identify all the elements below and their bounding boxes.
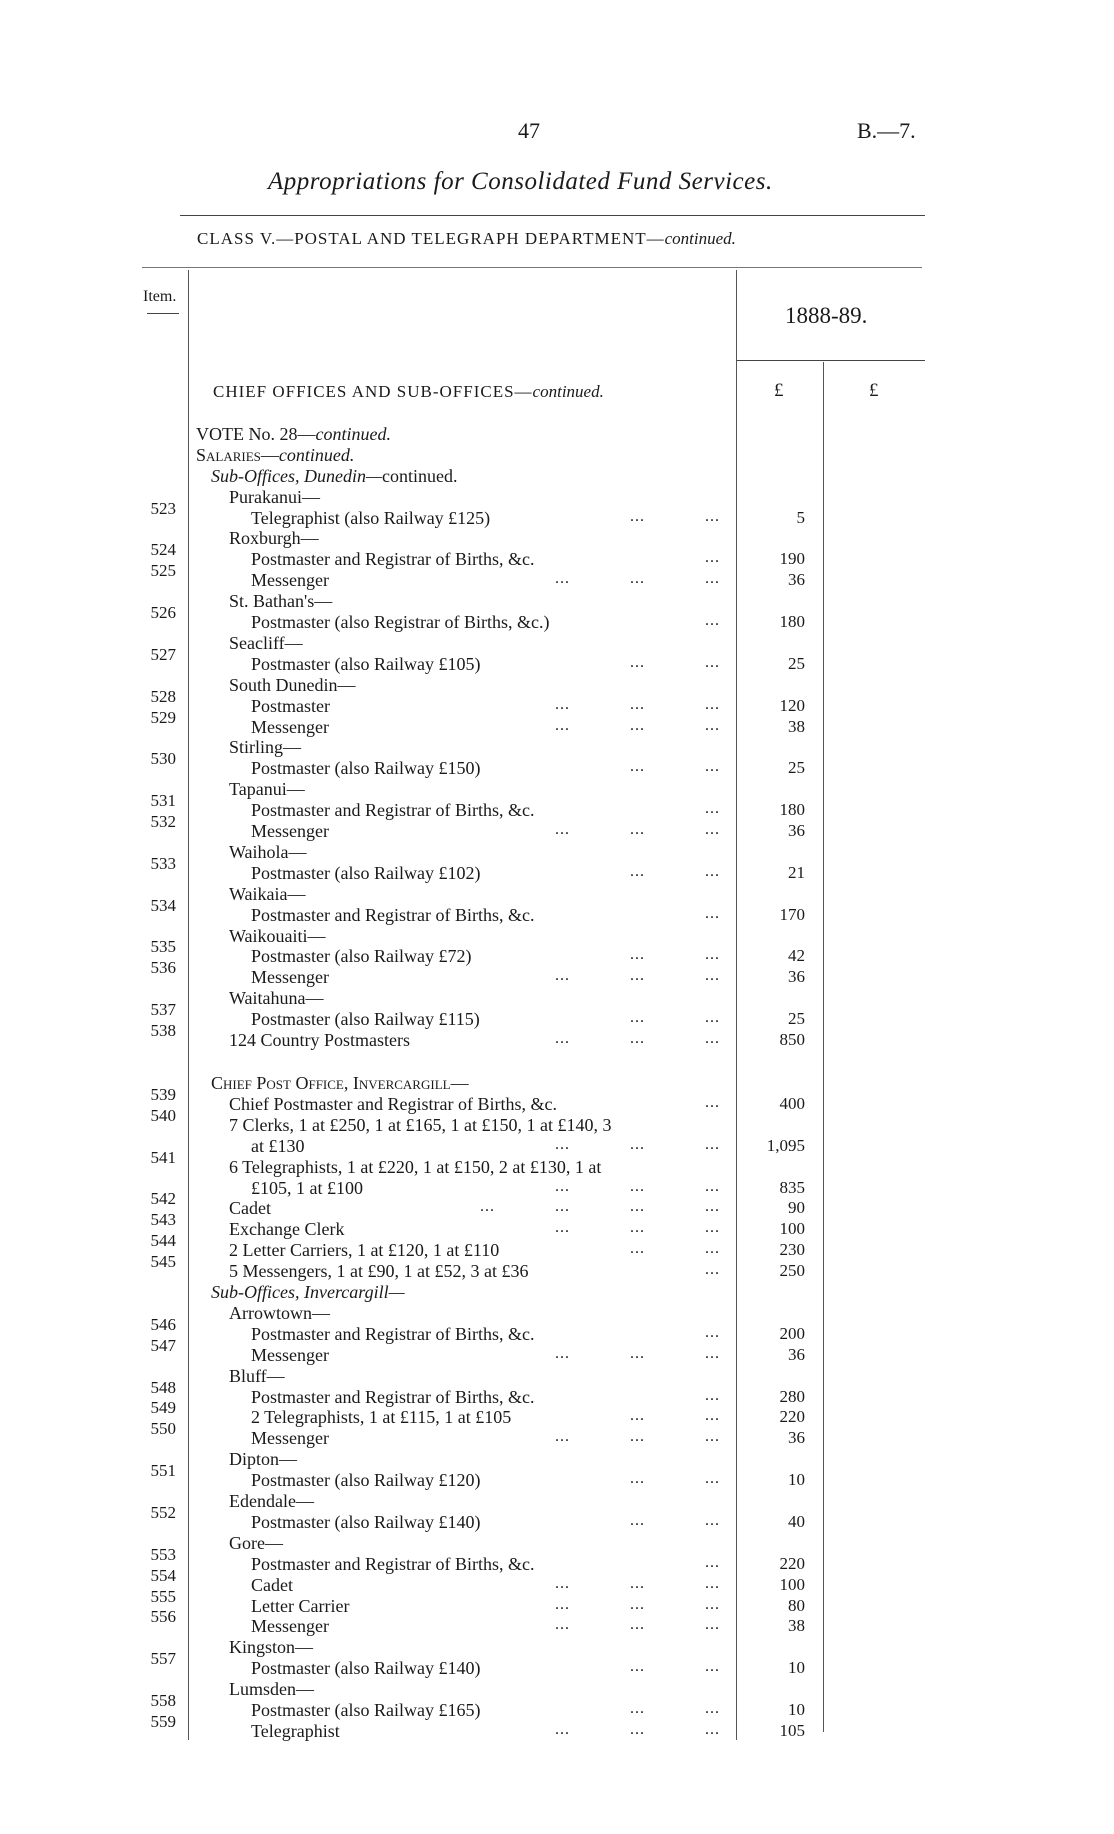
- leader-dots: ...: [705, 612, 720, 629]
- table-row: [0, 445, 1114, 466]
- item-number: 549: [150, 1398, 176, 1417]
- leader-dots: ...: [705, 1554, 720, 1571]
- row-text: Messenger: [251, 1616, 329, 1636]
- item-number: 547: [150, 1336, 176, 1355]
- leader-dots: ... ...: [630, 1009, 720, 1026]
- item-number: 530: [150, 749, 176, 768]
- amount-value: 36: [788, 967, 805, 986]
- table-row: [0, 1336, 1114, 1366]
- leader-dots: ... ...: [630, 946, 720, 963]
- row-text: Postmaster and Registrar of Births, &c.: [251, 905, 535, 925]
- amount-value: 180: [779, 612, 805, 631]
- amount-value: 25: [788, 654, 805, 673]
- row-description: [251, 612, 549, 633]
- item-number: 525: [150, 561, 176, 580]
- row-description: [251, 1596, 349, 1617]
- row-text: St. Bathan's—: [229, 591, 333, 611]
- row-text: Messenger: [251, 1428, 329, 1448]
- table-row: [0, 603, 1114, 633]
- leader-dots: ...: [705, 800, 720, 817]
- row-description: [229, 528, 319, 549]
- row-description: [251, 549, 534, 570]
- row-text: Telegraphist (also Railway £125): [251, 508, 491, 528]
- amount-value: 250: [779, 1261, 805, 1280]
- row-description: [211, 1282, 405, 1303]
- row-description: [229, 988, 324, 1009]
- table-row: [0, 1607, 1114, 1637]
- table-row: [0, 1461, 1114, 1491]
- item-number: 542: [150, 1189, 176, 1208]
- item-number: 557: [150, 1649, 176, 1668]
- amount-value: 230: [779, 1240, 805, 1259]
- item-number: 527: [150, 645, 176, 664]
- row-text: Postmaster (also Railway £140): [251, 1512, 481, 1532]
- amount-value: 190: [779, 549, 805, 568]
- row-description: [251, 821, 329, 842]
- item-number: 558: [150, 1691, 176, 1710]
- row-text: Arrowtown—: [229, 1303, 330, 1323]
- leader-dots: ... ... ...: [555, 1428, 720, 1445]
- leader-dots: ... ... ...: [555, 1721, 720, 1738]
- table-row: [0, 812, 1114, 842]
- row-text: Letter Carrier: [251, 1596, 350, 1616]
- class-heading-suffix: continued.: [664, 229, 736, 248]
- row-description: [229, 1533, 283, 1554]
- amount-value: 400: [779, 1094, 805, 1113]
- item-number: 553: [150, 1545, 176, 1564]
- year-header-rule: [737, 360, 925, 361]
- amount-value: 21: [788, 863, 805, 882]
- leader-dots: ... ... ...: [555, 1030, 720, 1047]
- item-number: 537: [150, 1000, 176, 1019]
- row-text: Postmaster and Registrar of Births, &c.: [251, 1554, 535, 1574]
- class-heading-text: CLASS V.—POSTAL AND TELEGRAPH DEPARTMENT—: [197, 229, 665, 248]
- amount-value: 105: [779, 1721, 805, 1740]
- row-description: [229, 1261, 528, 1282]
- leader-dots: ... ...: [630, 508, 720, 525]
- row-text: Postmaster (also Railway £72): [251, 946, 472, 966]
- row-text: Messenger: [251, 570, 329, 590]
- amount-value: 220: [779, 1554, 805, 1573]
- amount-value: 10: [788, 1470, 805, 1489]
- leader-dots: ... ...: [630, 1470, 720, 1487]
- table-row: [0, 854, 1114, 884]
- row-description: [229, 1303, 330, 1324]
- amount-value: 100: [779, 1219, 805, 1238]
- row-description: [229, 926, 326, 947]
- row-description: [229, 675, 356, 696]
- row-text: Postmaster (also Railway £105): [251, 654, 481, 674]
- row-description: [229, 1491, 314, 1512]
- amount-value: 25: [788, 758, 805, 777]
- row-text: 2 Letter Carriers, 1 at £120, 1 at £110: [229, 1240, 500, 1260]
- row-text: Postmaster: [251, 696, 330, 716]
- amount-value: 36: [788, 1345, 805, 1364]
- row-description: [229, 1030, 410, 1051]
- amount-value: 200: [779, 1324, 805, 1343]
- table-row: [0, 1712, 1114, 1742]
- row-text: Messenger: [251, 967, 329, 987]
- leader-dots: ... ... ...: [555, 717, 720, 734]
- leader-dots: ... ... ... ...: [480, 1198, 720, 1215]
- top-rule: [180, 215, 925, 216]
- row-text: Dipton—: [229, 1449, 298, 1469]
- row-description: [251, 1345, 329, 1366]
- table-row: [0, 896, 1114, 926]
- item-number: 546: [150, 1315, 176, 1334]
- table-row: [0, 1252, 1114, 1282]
- row-text: 6 Telegraphists, 1 at £220, 1 at £150, 2 at £130, 1 at: [229, 1157, 602, 1177]
- row-description: [251, 1721, 340, 1742]
- row-description: [251, 1136, 305, 1157]
- section-title: [213, 382, 604, 402]
- row-text: Edendale—: [229, 1491, 314, 1511]
- row-text: Cadet: [251, 1575, 293, 1595]
- row-text: Telegraphist: [251, 1721, 340, 1741]
- row-text: Sub-Offices, Invercargill—: [211, 1282, 405, 1302]
- row-description: [211, 466, 457, 487]
- row-text: Postmaster and Registrar of Births, &c.: [251, 800, 535, 820]
- row-text: 2 Telegraphists, 1 at £115, 1 at £105: [251, 1407, 512, 1427]
- row-description: [251, 1428, 329, 1449]
- row-text: Waihola—: [229, 842, 307, 862]
- year-column-header: 1888-89.: [785, 303, 868, 328]
- leader-dots: ... ...: [630, 1700, 720, 1717]
- table-row: [0, 1106, 1114, 1136]
- leader-dots: ... ...: [630, 758, 720, 775]
- amount-value: 10: [788, 1658, 805, 1677]
- row-suffix: continued.: [315, 424, 391, 444]
- leader-dots: ... ... ...: [555, 1178, 720, 1195]
- row-text: Postmaster (also Railway £140): [251, 1658, 481, 1678]
- leader-dots: ... ... ...: [555, 696, 720, 713]
- row-text: Gore—: [229, 1533, 283, 1553]
- row-description: [251, 1512, 480, 1533]
- leader-dots: ... ...: [630, 1407, 720, 1424]
- leader-dots: ... ...: [630, 654, 720, 671]
- amount-value: 80: [788, 1596, 805, 1615]
- item-number: 555: [150, 1587, 176, 1606]
- item-number: 551: [150, 1461, 176, 1480]
- amount-value: 40: [788, 1512, 805, 1531]
- row-description: [196, 445, 354, 466]
- row-description: [229, 1240, 499, 1261]
- row-text: South Dunedin—: [229, 675, 356, 695]
- item-number: 541: [150, 1148, 176, 1167]
- leader-dots: ... ... ...: [555, 570, 720, 587]
- item-number: 554: [150, 1566, 176, 1585]
- row-description: [251, 967, 329, 988]
- row-text: Postmaster and Registrar of Births, &c.: [251, 549, 535, 569]
- row-description: [251, 800, 534, 821]
- row-text: Chief Postmaster and Registrar of Births, &c.: [229, 1094, 557, 1114]
- amount-value: 180: [779, 800, 805, 819]
- section-title-suffix: continued.: [532, 382, 604, 401]
- row-description: [251, 1178, 363, 1199]
- row-description: [229, 1366, 285, 1387]
- item-number: 536: [150, 958, 176, 977]
- table-row: [0, 958, 1114, 988]
- document-code: B.—7.: [857, 118, 916, 143]
- item-number: 538: [150, 1021, 176, 1040]
- item-number: 533: [150, 854, 176, 873]
- table-row: [0, 1021, 1114, 1051]
- item-number: 545: [150, 1252, 176, 1271]
- row-description: [251, 905, 534, 926]
- row-description: [251, 654, 480, 675]
- page-number: 47: [518, 118, 540, 143]
- table-row: [0, 749, 1114, 779]
- row-description: [251, 570, 329, 591]
- leader-dots: ... ... ...: [555, 1616, 720, 1633]
- amount-value: 120: [779, 696, 805, 715]
- page-caption: Appropriations for Consolidated Fund Services.: [268, 168, 773, 195]
- row-text: Seacliff—: [229, 633, 303, 653]
- amount-value: 835: [779, 1178, 805, 1197]
- table-row: [0, 424, 1114, 445]
- amount-value: 170: [779, 905, 805, 924]
- table-row: [0, 499, 1114, 529]
- row-text: Purakanui—: [229, 487, 320, 507]
- row-description: [251, 696, 330, 717]
- item-number: 550: [150, 1419, 176, 1438]
- row-text: Exchange Clerk: [229, 1219, 345, 1239]
- row-description: [251, 1009, 480, 1030]
- amount-value: 100: [779, 1575, 805, 1594]
- row-text: VOTE No. 28—: [196, 424, 316, 444]
- row-text: Messenger: [251, 717, 329, 737]
- row-text: Waikaia—: [229, 884, 306, 904]
- item-number: 544: [150, 1231, 176, 1250]
- leader-dots: ... ... ...: [555, 1575, 720, 1592]
- item-column-header: Item.: [143, 288, 177, 305]
- leader-dots: ...: [705, 1387, 720, 1404]
- amount-value: 38: [788, 1616, 805, 1635]
- leader-dots: ...: [705, 905, 720, 922]
- amount-value: 36: [788, 1428, 805, 1447]
- table-row: [0, 1148, 1114, 1178]
- row-text: Postmaster (also Registrar of Births, &c.): [251, 612, 550, 632]
- amount-value: 25: [788, 1009, 805, 1028]
- row-text: Postmaster (also Railway £115): [251, 1009, 480, 1029]
- section-title-text: CHIEF OFFICES AND SUB-OFFICES—: [213, 382, 533, 401]
- row-description: [251, 717, 329, 738]
- row-description: [229, 842, 307, 863]
- row-text: Salaries—: [196, 445, 279, 465]
- row-description: [196, 424, 391, 445]
- row-description: [229, 779, 305, 800]
- row-description: [229, 1679, 314, 1700]
- item-number: 526: [150, 603, 176, 622]
- item-number: 556: [150, 1607, 176, 1626]
- row-text: Chief Post Office, Invercargill—: [211, 1073, 469, 1093]
- table-top-rule: [142, 267, 922, 268]
- row-text: Messenger: [251, 1345, 329, 1365]
- row-text: Tapanui—: [229, 779, 305, 799]
- amount-value: 42: [788, 946, 805, 965]
- table-row: [0, 1503, 1114, 1533]
- table-row: [0, 1282, 1114, 1303]
- row-text: Postmaster and Registrar of Births, &c.: [251, 1387, 535, 1407]
- leader-dots: ... ... ...: [555, 967, 720, 984]
- table-row: [0, 466, 1114, 487]
- row-text: Sub-Offices, Dunedin—: [211, 466, 382, 486]
- item-number: 539: [150, 1085, 176, 1104]
- row-description: [251, 1407, 511, 1428]
- row-text: Kingston—: [229, 1637, 314, 1657]
- amount-value: 280: [779, 1387, 805, 1406]
- row-text: Postmaster (also Railway £102): [251, 863, 481, 883]
- row-text: Postmaster (also Railway £120): [251, 1470, 481, 1490]
- leader-dots: ... ... ...: [555, 1136, 720, 1153]
- row-description: [229, 633, 303, 654]
- row-description: [251, 946, 471, 967]
- row-description: [229, 1157, 601, 1178]
- row-text: 7 Clerks, 1 at £250, 1 at £165, 1 at £150, 1 at £140, 3: [229, 1115, 612, 1135]
- row-suffix: continued.: [381, 466, 458, 486]
- row-description: [251, 1700, 480, 1721]
- row-description: [251, 1324, 534, 1345]
- row-description: [251, 758, 480, 779]
- row-description: [251, 863, 480, 884]
- row-description: [229, 737, 301, 758]
- leader-dots: ...: [705, 549, 720, 566]
- row-text: Postmaster (also Railway £165): [251, 1700, 481, 1720]
- row-description: [229, 1198, 271, 1219]
- amount-value: 850: [779, 1030, 805, 1049]
- table-row: [0, 561, 1114, 591]
- row-description: [251, 1470, 480, 1491]
- row-description: [229, 1219, 344, 1240]
- class-heading: [197, 229, 736, 249]
- row-description: [251, 1658, 480, 1679]
- item-number: 543: [150, 1210, 176, 1229]
- row-description: [251, 1554, 534, 1575]
- row-description: [251, 1387, 534, 1408]
- item-number: 552: [150, 1503, 176, 1522]
- leader-dots: ... ... ...: [555, 1596, 720, 1613]
- leader-dots: ... ... ...: [555, 1345, 720, 1362]
- row-description: [229, 1449, 297, 1470]
- row-suffix: continued.: [278, 445, 355, 465]
- currency-symbol-1: £: [774, 380, 784, 401]
- row-description: [251, 508, 490, 529]
- item-number: 548: [150, 1378, 176, 1397]
- row-text: Waitahuna—: [229, 988, 324, 1008]
- row-description: [229, 487, 320, 508]
- row-text: Bluff—: [229, 1366, 285, 1386]
- row-description: [251, 1616, 329, 1637]
- amount-value: 90: [788, 1198, 805, 1217]
- row-text: 124 Country Postmasters: [229, 1030, 411, 1050]
- row-text: Postmaster and Registrar of Births, &c.: [251, 1324, 535, 1344]
- row-description: [211, 1073, 469, 1094]
- leader-dots: ...: [705, 1094, 720, 1111]
- row-description: [229, 884, 306, 905]
- leader-dots: ... ... ...: [555, 821, 720, 838]
- amount-value: 36: [788, 570, 805, 589]
- item-number: 535: [150, 937, 176, 956]
- row-text: Roxburgh—: [229, 528, 319, 548]
- row-description: [229, 1094, 557, 1115]
- row-description: [251, 1575, 293, 1596]
- currency-symbol-2: £: [869, 380, 879, 401]
- row-text: Cadet: [229, 1198, 271, 1218]
- leader-dots: ...: [705, 1261, 720, 1278]
- table-row: [0, 1419, 1114, 1449]
- item-number: 534: [150, 896, 176, 915]
- item-number: 532: [150, 812, 176, 831]
- row-text: at £130: [251, 1136, 305, 1156]
- amount-value: 1,095: [766, 1136, 805, 1155]
- amount-value: 38: [788, 717, 805, 736]
- leader-dots: ... ...: [630, 863, 720, 880]
- amount-value: 5: [796, 508, 805, 527]
- row-description: [229, 591, 332, 612]
- item-header-dash: [147, 313, 179, 314]
- row-text: Waikouaiti—: [229, 926, 326, 946]
- amount-value: 10: [788, 1700, 805, 1719]
- leader-dots: ... ...: [630, 1658, 720, 1675]
- leader-dots: ...: [705, 1324, 720, 1341]
- row-text: Stirling—: [229, 737, 302, 757]
- row-description: [229, 1115, 611, 1136]
- item-number: 524: [150, 540, 176, 559]
- leader-dots: ... ... ...: [555, 1219, 720, 1236]
- item-number: 523: [150, 499, 176, 518]
- amount-value: 36: [788, 821, 805, 840]
- row-text: Lumsden—: [229, 1679, 314, 1699]
- row-text: Postmaster (also Railway £150): [251, 758, 481, 778]
- leader-dots: ... ...: [630, 1512, 720, 1529]
- row-text: 5 Messengers, 1 at £90, 1 at £52, 3 at £36: [229, 1261, 529, 1281]
- item-number: 529: [150, 708, 176, 727]
- item-number: 531: [150, 791, 176, 810]
- item-number: 559: [150, 1712, 176, 1731]
- amount-value: 220: [779, 1407, 805, 1426]
- leader-dots: ... ...: [630, 1240, 720, 1257]
- row-text: £105, 1 at £100: [251, 1178, 363, 1198]
- table-row: [0, 708, 1114, 738]
- table-row: [0, 645, 1114, 675]
- table-row: [0, 1649, 1114, 1679]
- item-number: 528: [150, 687, 176, 706]
- item-number: 540: [150, 1106, 176, 1125]
- row-text: Messenger: [251, 821, 329, 841]
- row-description: [229, 1637, 313, 1658]
